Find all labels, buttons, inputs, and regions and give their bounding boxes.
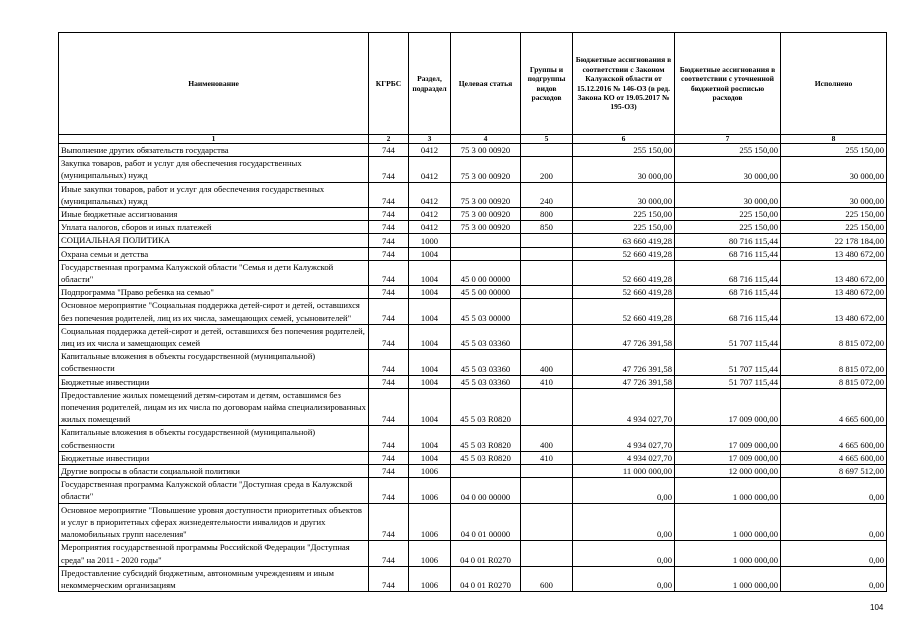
row-target: 75 3 00 00920 <box>451 157 521 182</box>
row-updated-allocation: 51 707 115,44 <box>675 375 781 388</box>
table-row <box>59 208 887 221</box>
row-section: 0412 <box>409 157 451 182</box>
row-updated-allocation: 68 716 115,44 <box>675 299 781 324</box>
row-executed: 13 480 672,00 <box>781 260 887 285</box>
row-name: Государственная программа Калужской области "Доступная среда в Калужской области" <box>59 478 369 503</box>
row-updated-allocation: 30 000,00 <box>675 182 781 207</box>
row-executed: 30 000,00 <box>781 182 887 207</box>
row-updated-allocation: 17 009 000,00 <box>675 388 781 426</box>
table-row <box>59 375 887 388</box>
row-law-allocation: 52 660 419,28 <box>573 299 675 324</box>
row-group <box>521 234 573 247</box>
row-target: 75 3 00 00920 <box>451 221 521 234</box>
row-law-allocation: 47 726 391,58 <box>573 375 675 388</box>
row-section: 1004 <box>409 299 451 324</box>
row-updated-allocation: 17 009 000,00 <box>675 451 781 464</box>
row-target: 04 0 00 00000 <box>451 478 521 503</box>
row-updated-allocation: 1 000 000,00 <box>675 541 781 566</box>
row-target: 45 0 00 00000 <box>451 260 521 285</box>
row-group: 240 <box>521 182 573 207</box>
row-section: 1004 <box>409 286 451 299</box>
row-target: 45 5 03 R0820 <box>451 388 521 426</box>
column-number: 8 <box>781 135 887 144</box>
row-name: Капитальные вложения в объекты государственной (муниципальной) собственности <box>59 350 369 375</box>
row-name: Предоставление субсидий бюджетным, автономным учреждениям и иным некоммерческим организациям <box>59 566 369 591</box>
header-section: Раздел, подраздел <box>409 33 451 135</box>
row-updated-allocation: 30 000,00 <box>675 157 781 182</box>
row-section: 0412 <box>409 182 451 207</box>
table-row <box>59 451 887 464</box>
row-updated-allocation: 80 716 115,44 <box>675 234 781 247</box>
row-law-allocation: 30 000,00 <box>573 182 675 207</box>
row-krbs: 744 <box>369 426 409 451</box>
row-section: 1004 <box>409 324 451 349</box>
row-executed: 8 815 072,00 <box>781 350 887 375</box>
row-updated-allocation: 1 000 000,00 <box>675 566 781 591</box>
row-section: 1004 <box>409 375 451 388</box>
row-krbs: 744 <box>369 260 409 285</box>
row-krbs: 744 <box>369 541 409 566</box>
column-number: 7 <box>675 135 781 144</box>
row-target: 45 5 03 03360 <box>451 324 521 349</box>
table-row <box>59 503 887 541</box>
table-row <box>59 299 887 324</box>
table-row <box>59 566 887 591</box>
header-row <box>59 33 887 135</box>
row-law-allocation: 225 150,00 <box>573 208 675 221</box>
row-executed: 225 150,00 <box>781 221 887 234</box>
row-section: 1004 <box>409 388 451 426</box>
row-krbs: 744 <box>369 286 409 299</box>
header-name: Наименование <box>59 33 369 135</box>
row-krbs: 744 <box>369 324 409 349</box>
row-name: Выполнение других обязательств государства <box>59 144 369 157</box>
row-group <box>521 478 573 503</box>
row-law-allocation: 47 726 391,58 <box>573 324 675 349</box>
row-krbs: 744 <box>369 144 409 157</box>
row-executed: 0,00 <box>781 503 887 541</box>
row-executed: 22 178 184,00 <box>781 234 887 247</box>
row-executed: 13 480 672,00 <box>781 247 887 260</box>
row-updated-allocation: 1 000 000,00 <box>675 478 781 503</box>
header-target: Целевая статья <box>451 33 521 135</box>
row-name: Другие вопросы в области социальной политики <box>59 465 369 478</box>
column-number-row <box>59 135 887 144</box>
row-law-allocation: 4 934 027,70 <box>573 388 675 426</box>
row-law-allocation: 255 150,00 <box>573 144 675 157</box>
table-row <box>59 541 887 566</box>
row-updated-allocation: 225 150,00 <box>675 208 781 221</box>
row-group: 400 <box>521 426 573 451</box>
row-section: 1004 <box>409 247 451 260</box>
row-executed: 8 815 072,00 <box>781 375 887 388</box>
row-executed: 4 665 600,00 <box>781 451 887 464</box>
row-section: 1006 <box>409 503 451 541</box>
header-executed: Исполнено <box>781 33 887 135</box>
row-target: 75 3 00 00920 <box>451 208 521 221</box>
row-section: 1006 <box>409 478 451 503</box>
table-row <box>59 247 887 260</box>
row-updated-allocation: 68 716 115,44 <box>675 260 781 285</box>
row-target: 45 5 03 00000 <box>451 299 521 324</box>
row-group <box>521 324 573 349</box>
row-group: 600 <box>521 566 573 591</box>
header-groups: Группы и подгруппы видов расходов <box>521 33 573 135</box>
row-law-allocation: 52 660 419,28 <box>573 260 675 285</box>
row-law-allocation: 0,00 <box>573 503 675 541</box>
table-row <box>59 234 887 247</box>
row-name: Иные бюджетные ассигнования <box>59 208 369 221</box>
row-krbs: 744 <box>369 465 409 478</box>
row-target: 45 5 00 00000 <box>451 286 521 299</box>
row-target: 75 3 00 00920 <box>451 144 521 157</box>
row-updated-allocation: 51 707 115,44 <box>675 324 781 349</box>
row-law-allocation: 52 660 419,28 <box>573 247 675 260</box>
row-krbs: 744 <box>369 350 409 375</box>
row-law-allocation: 30 000,00 <box>573 157 675 182</box>
column-number: 3 <box>409 135 451 144</box>
row-law-allocation: 0,00 <box>573 541 675 566</box>
row-executed: 4 665 600,00 <box>781 388 887 426</box>
row-law-allocation: 4 934 027,70 <box>573 426 675 451</box>
row-group: 400 <box>521 350 573 375</box>
row-krbs: 744 <box>369 208 409 221</box>
row-krbs: 744 <box>369 234 409 247</box>
row-target: 04 0 01 R0270 <box>451 566 521 591</box>
column-number: 6 <box>573 135 675 144</box>
table-row <box>59 144 887 157</box>
row-law-allocation: 52 660 419,28 <box>573 286 675 299</box>
row-group <box>521 144 573 157</box>
row-target: 45 5 03 R0820 <box>451 451 521 464</box>
row-target: 45 5 03 R0820 <box>451 426 521 451</box>
row-updated-allocation: 255 150,00 <box>675 144 781 157</box>
row-executed: 0,00 <box>781 478 887 503</box>
row-law-allocation: 4 934 027,70 <box>573 451 675 464</box>
table-row <box>59 286 887 299</box>
row-target <box>451 465 521 478</box>
row-executed: 8 697 512,00 <box>781 465 887 478</box>
row-section: 1004 <box>409 426 451 451</box>
row-group <box>521 465 573 478</box>
row-executed: 13 480 672,00 <box>781 299 887 324</box>
table-row <box>59 350 887 375</box>
row-krbs: 744 <box>369 566 409 591</box>
row-krbs: 744 <box>369 157 409 182</box>
row-target: 45 5 03 03360 <box>451 350 521 375</box>
header-updated-allocations: Бюджетные ассигнования в соответствии с уточненной бюджетной росписью расходов <box>675 33 781 135</box>
column-number: 1 <box>59 135 369 144</box>
column-number: 5 <box>521 135 573 144</box>
row-law-allocation: 0,00 <box>573 566 675 591</box>
row-section: 1006 <box>409 541 451 566</box>
row-name: Бюджетные инвестиции <box>59 375 369 388</box>
column-number: 2 <box>369 135 409 144</box>
row-name: Подпрограмма "Право ребенка на семью" <box>59 286 369 299</box>
row-executed: 4 665 600,00 <box>781 426 887 451</box>
row-group: 800 <box>521 208 573 221</box>
table-row <box>59 221 887 234</box>
row-krbs: 744 <box>369 451 409 464</box>
header-law-allocations: Бюджетные ассигнования в соответствии с Законом Калужской области от 15.12.2016 № 146-ОЗ (в ред. Закона КО от 19.05.2017 № 195-ОЗ) <box>573 33 675 135</box>
row-updated-allocation: 68 716 115,44 <box>675 247 781 260</box>
row-name: Мероприятия государственной программы Российской Федерации "Доступная среда" на 2011 - 2020 годы" <box>59 541 369 566</box>
table-row <box>59 157 887 182</box>
row-name: СОЦИАЛЬНАЯ ПОЛИТИКА <box>59 234 369 247</box>
row-krbs: 744 <box>369 299 409 324</box>
row-group: 200 <box>521 157 573 182</box>
row-group: 850 <box>521 221 573 234</box>
row-section: 0412 <box>409 221 451 234</box>
row-executed: 255 150,00 <box>781 144 887 157</box>
table-row <box>59 260 887 285</box>
row-section: 1004 <box>409 451 451 464</box>
row-updated-allocation: 68 716 115,44 <box>675 286 781 299</box>
row-section: 1004 <box>409 260 451 285</box>
column-number: 4 <box>451 135 521 144</box>
row-updated-allocation: 51 707 115,44 <box>675 350 781 375</box>
header-krbs: КГРБС <box>369 33 409 135</box>
row-target: 75 3 00 00920 <box>451 182 521 207</box>
row-section: 0412 <box>409 144 451 157</box>
row-target <box>451 234 521 247</box>
table-row <box>59 426 887 451</box>
row-target: 04 0 01 R0270 <box>451 541 521 566</box>
row-law-allocation: 225 150,00 <box>573 221 675 234</box>
row-group: 410 <box>521 451 573 464</box>
row-krbs: 744 <box>369 221 409 234</box>
row-updated-allocation: 12 000 000,00 <box>675 465 781 478</box>
row-executed: 225 150,00 <box>781 208 887 221</box>
row-name: Закупка товаров, работ и услуг для обеспечения государственных (муниципальных) нужд <box>59 157 369 182</box>
row-name: Социальная поддержка детей-сирот и детей, оставшихся без попечения родителей, лиц из их числа и замещающих семей <box>59 324 369 349</box>
row-name: Основное мероприятие "Повышение уровня доступности приоритетных объектов и услуг в приоритетных сферах жизнедеятельности инвалидов и других маломобильных групп населения" <box>59 503 369 541</box>
row-group <box>521 247 573 260</box>
row-krbs: 744 <box>369 478 409 503</box>
row-group <box>521 388 573 426</box>
row-target: 04 0 01 00000 <box>451 503 521 541</box>
row-section: 1004 <box>409 350 451 375</box>
row-name: Уплата налогов, сборов и иных платежей <box>59 221 369 234</box>
row-group: 410 <box>521 375 573 388</box>
row-krbs: 744 <box>369 247 409 260</box>
row-law-allocation: 47 726 391,58 <box>573 350 675 375</box>
row-executed: 0,00 <box>781 566 887 591</box>
row-krbs: 744 <box>369 388 409 426</box>
row-target <box>451 247 521 260</box>
row-group <box>521 286 573 299</box>
row-section: 0412 <box>409 208 451 221</box>
row-group <box>521 260 573 285</box>
row-target: 45 5 03 03360 <box>451 375 521 388</box>
row-name: Предоставление жилых помещений детям-сиротам и детям, оставшимся без попечения родителей, лицам из их числа по договорам найма специализированных жилых помещений <box>59 388 369 426</box>
row-executed: 30 000,00 <box>781 157 887 182</box>
row-updated-allocation: 225 150,00 <box>675 221 781 234</box>
budget-table <box>58 32 887 592</box>
row-section: 1000 <box>409 234 451 247</box>
row-updated-allocation: 1 000 000,00 <box>675 503 781 541</box>
table-row <box>59 324 887 349</box>
row-krbs: 744 <box>369 182 409 207</box>
row-law-allocation: 11 000 000,00 <box>573 465 675 478</box>
page-number: 104 <box>870 603 884 612</box>
table-row <box>59 465 887 478</box>
table-row <box>59 182 887 207</box>
table-row <box>59 388 887 426</box>
row-name: Капитальные вложения в объекты государственной (муниципальной) собственности <box>59 426 369 451</box>
row-group <box>521 541 573 566</box>
table-row <box>59 478 887 503</box>
row-law-allocation: 63 660 419,28 <box>573 234 675 247</box>
row-name: Государственная программа Калужской области "Семья и дети Калужской области" <box>59 260 369 285</box>
row-group <box>521 299 573 324</box>
row-section: 1006 <box>409 566 451 591</box>
row-name: Охрана семьи и детства <box>59 247 369 260</box>
row-krbs: 744 <box>369 503 409 541</box>
row-name: Бюджетные инвестиции <box>59 451 369 464</box>
row-name: Основное мероприятие "Социальная поддержка детей-сирот и детей, оставшихся без попечения родителей, лиц из их числа, замещающих семей, усыновителей" <box>59 299 369 324</box>
row-executed: 8 815 072,00 <box>781 324 887 349</box>
row-law-allocation: 0,00 <box>573 478 675 503</box>
row-group <box>521 503 573 541</box>
row-name: Иные закупки товаров, работ и услуг для обеспечения государственных (муниципальных) нужд <box>59 182 369 207</box>
row-krbs: 744 <box>369 375 409 388</box>
row-executed: 0,00 <box>781 541 887 566</box>
row-executed: 13 480 672,00 <box>781 286 887 299</box>
row-updated-allocation: 17 009 000,00 <box>675 426 781 451</box>
row-section: 1006 <box>409 465 451 478</box>
